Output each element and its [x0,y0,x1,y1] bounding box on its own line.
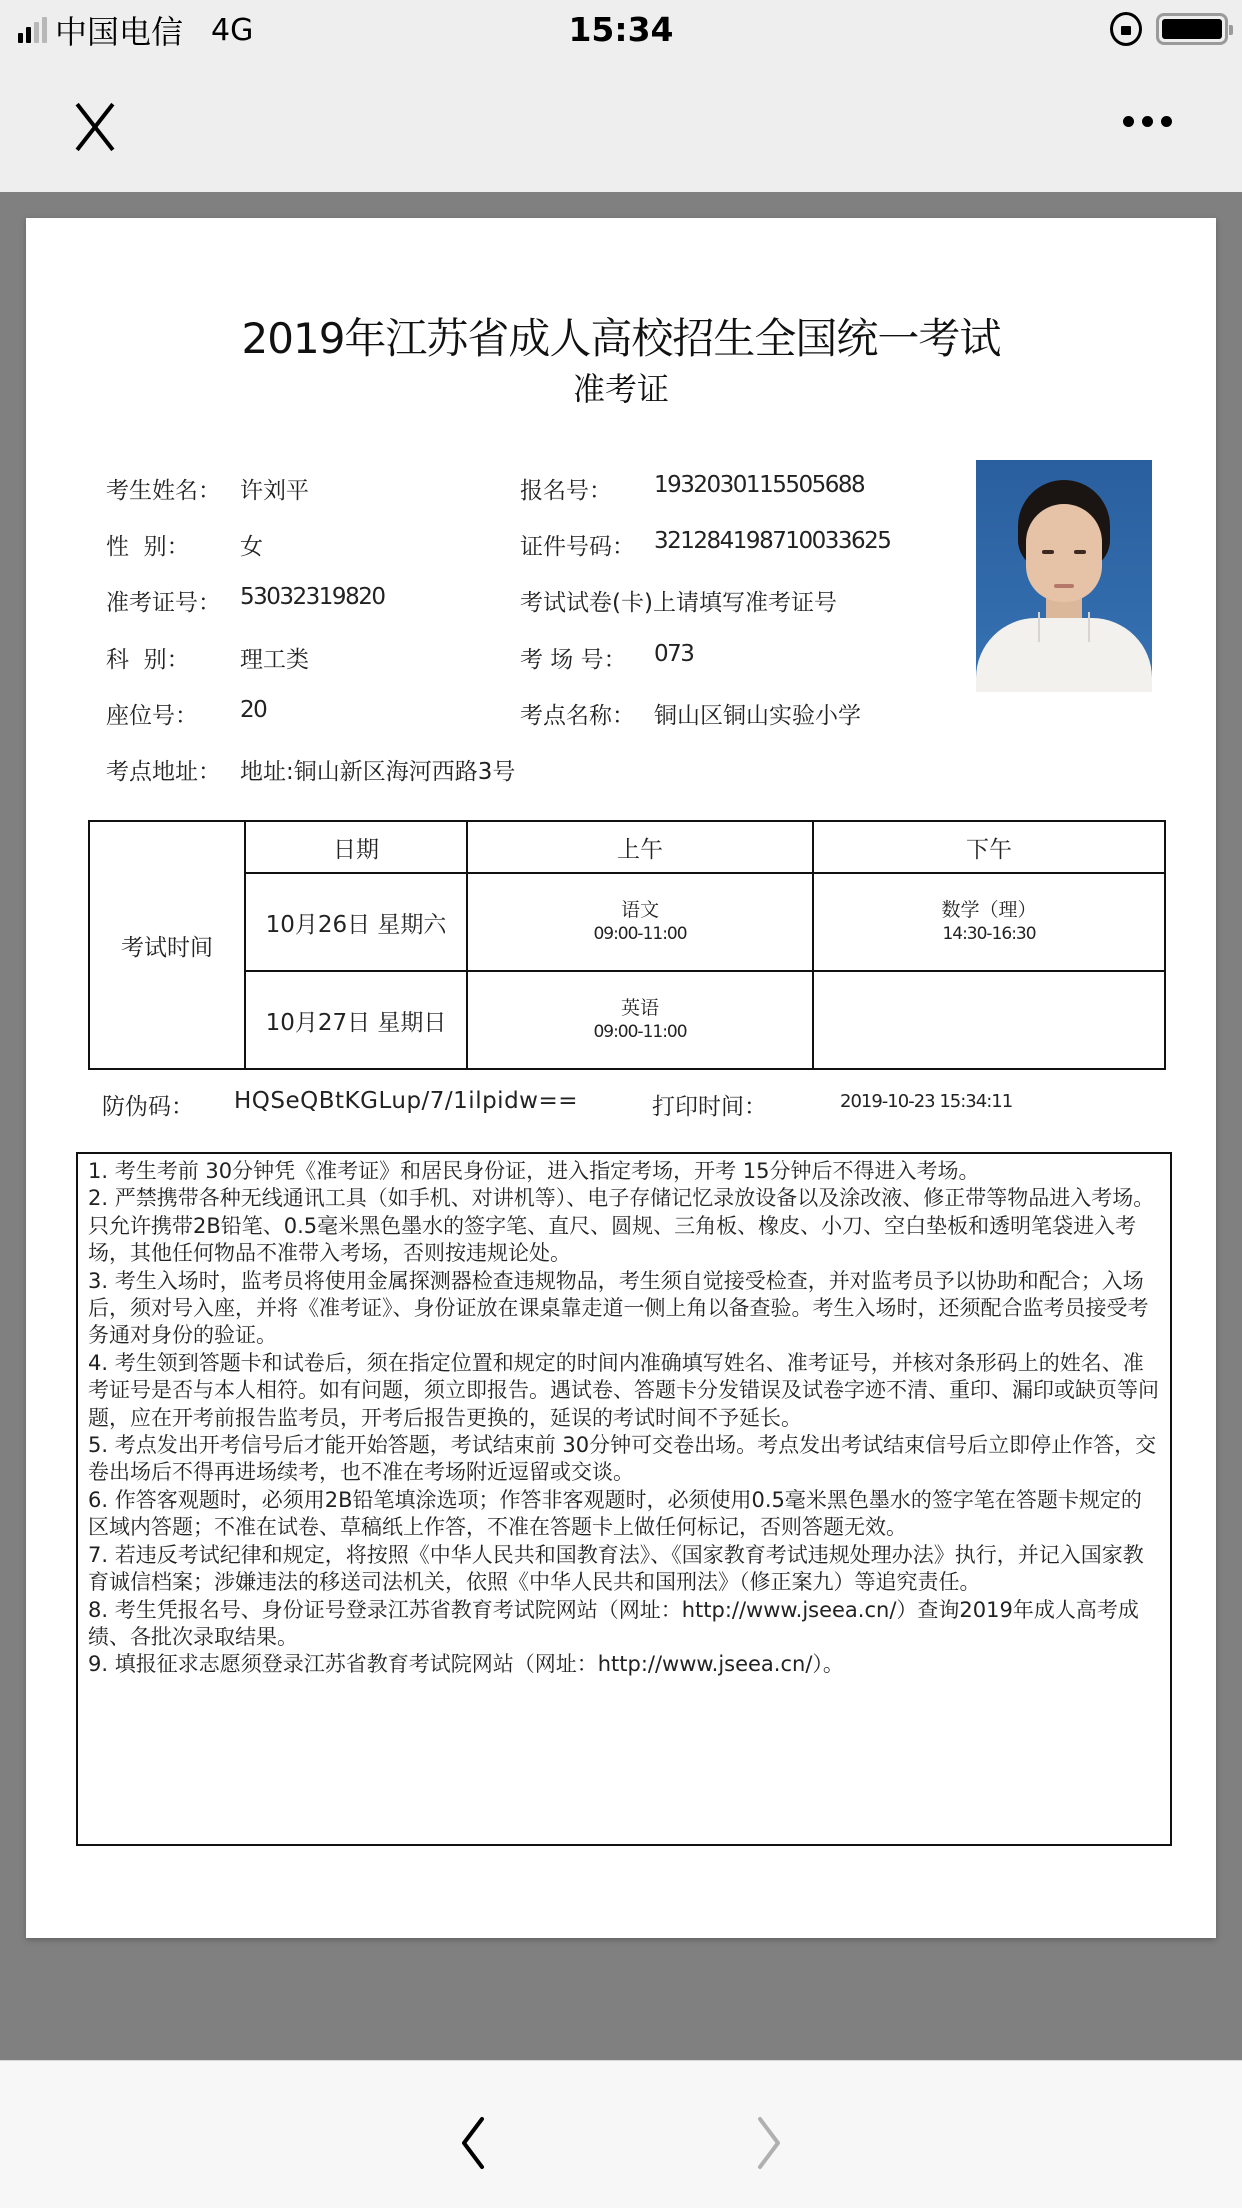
field-value: 理工类 [240,647,309,673]
field-category [106,641,309,674]
field-label: 考试试卷(卡)上请填写准考证号 [520,590,837,616]
field-exam-address [106,753,516,786]
field-gender [106,528,263,561]
rule-item: 5. 考点发出开考信号后才能开始答题，考试结束前 30分钟可交卷出场。考点发出考试结束信号后立即停止作答，交卷出场后不得再进场续考，也不准在考场附近逗留或交谈。 [88,1433,1157,1485]
cell-morning [467,971,813,1069]
field-value: 20 [240,697,267,723]
subject: 数学（理） [941,899,1037,921]
cell-afternoon [813,873,1165,971]
field-value: 女 [240,534,263,560]
field-value: 073 [654,641,694,667]
anti-fake-label: 防伪码： [102,1094,194,1120]
cell-date: 10月27日 星期日 [245,971,467,1069]
print-time-label: 打印时间： [652,1094,767,1120]
bottom-toolbar [0,2060,1242,2208]
rule-item: 7. 若违反考试纪律和规定，将按照《中华人民共和国教育法》、《国家教育考试违规处理办法》执行，并记入国家教育诚信档案；涉嫌违法的移送司法机关，依照《中华人民共和国刑法》（修正案九）等追究责任。 [88,1542,1144,1595]
rule-item: 6. 作答客观题时，必须用2B铅笔填涂选项；作答非客观题时，必须使用0.5毫米黑色墨水的签字笔在答题卡规定的区域内答题；不准在试卷、草稿纸上作答，不准在答题卡上做任何标记，否则答题无效。 [88,1487,1142,1540]
field-seat-number [106,697,267,730]
time-range: 09:00-11:00 [593,1022,687,1042]
field-id-number [520,528,891,561]
field-room-number [520,641,694,674]
clock: 15:34 [568,10,674,49]
cell-morning [467,873,813,971]
anti-fake-code: HQSeQBtKGLup/7/1ilpidw== [234,1088,579,1114]
cell-date: 10月26日 星期六 [245,873,467,971]
column-header-morning: 上午 [467,821,813,873]
status-right [1110,12,1228,46]
cell-afternoon [813,971,1165,1069]
rule-item: 9. 填报征求志愿须登录江苏省教育考试院网站（网址：http://www.jseea.cn/）。 [88,1652,844,1677]
time-range: 09:00-11:00 [593,924,687,944]
table-row [89,873,1165,971]
column-header-afternoon: 下午 [813,821,1165,873]
exam-rules-box [76,1152,1172,1846]
print-time: 2019-10-23 15:34:11 [840,1091,1013,1112]
battery-icon [1156,13,1228,45]
column-header-date: 日期 [245,821,467,873]
carrier-name: 中国电信 [55,13,184,51]
subject: 英语 [620,997,659,1019]
time-range: 14:30-16:30 [942,924,1036,944]
field-value: 铜山区铜山实验小学 [654,703,861,729]
admission-ticket-page [26,218,1216,1938]
field-label: 证件号码： [520,534,635,560]
field-value: 1932030115505688 [654,472,865,498]
table-header-row [89,821,1165,873]
field-value: 321284198710033625 [654,528,891,554]
field-label: 科 别： [106,647,190,673]
chevron-left-icon[interactable] [452,2115,492,2171]
rotation-lock-icon [1110,12,1142,46]
navigation-bar [0,62,1242,192]
rule-item: 1. 考生考前 30分钟凭《准考证》和居民身份证，进入指定考场，开考 15分钟后不得进入考场。 [88,1159,980,1183]
field-label: 准考证号： [106,590,221,616]
field-name [106,472,309,505]
rule-item: 8. 考生凭报名号、身份证号登录江苏省教育考试院网站（网址：http://www.jseea.cn/）查询2019年成人高考成绩、各批次录取结果。 [88,1597,1139,1649]
field-exam-site [520,697,861,730]
field-label: 考 场 号： [520,647,627,673]
status-bar [0,0,1242,62]
rule-item: 4. 考生领到答题卡和试卷后，须在指定位置和规定的时间内准确填写姓名、准考证号，并核对条形码上的姓名、准考证号是否与本人相符。如有问题，须立即报告。遇试卷、答题卡分发错误及试卷字迹不清、重印、漏印或缺页等问题，应在开考前报告监考员，开考后报告更换的，延误的考试时间不予延长。 [88,1350,1159,1430]
close-icon[interactable] [70,102,120,152]
rule-item: 3. 考生入场时，监考员将使用金属探测器检查违规物品，考生须自觉接受检查，并对监考员予以协助和配合；入场后，须对号入座，并将《准考证》、身份证放在课桌靠走道一侧上角以备查验。考生入场时，还须配合监考员接受考务通对身份的验证。 [88,1268,1149,1348]
document-title: 2019年江苏省成人高校招生全国统一考试 [241,314,1001,363]
chevron-right-icon[interactable] [750,2115,790,2171]
field-value: 地址:铜山新区海河西路3号 [240,759,516,785]
field-registration-number [520,472,865,505]
fill-ticket-notice [520,584,837,617]
field-label: 座位号： [106,703,198,729]
field-label: 考生姓名： [106,478,221,504]
document-subtitle: 准考证 [572,370,669,408]
field-label: 考点名称： [520,703,635,729]
table-row [89,971,1165,1069]
row-header-exam-time: 考试时间 [89,821,245,1069]
network-type: 4G [211,12,254,48]
field-value: 53032319820 [240,584,385,610]
field-ticket-number [106,584,385,617]
more-horizontal-icon[interactable] [1123,116,1172,127]
field-label: 性 别： [106,534,190,560]
subject: 语文 [620,899,659,921]
candidate-photo [976,460,1152,692]
exam-schedule-table [88,820,1166,1070]
document-viewer[interactable] [0,192,1242,2060]
field-label: 考点地址： [106,759,221,785]
rule-item: 2. 严禁携带各种无线通讯工具（如手机、对讲机等）、电子存储记忆录放设备以及涂改液、修正带等物品进入考场。只允许携带2B铅笔、0.5毫米黑色墨水的签字笔、直尺、圆规、三角板、橡皮、小刀、空白垫板和透明笔袋进入考场，其他任何物品不准带入考场，否则按违规论处。 [88,1186,1155,1266]
field-value: 许刘平 [240,478,309,504]
field-label: 报名号： [520,478,612,504]
